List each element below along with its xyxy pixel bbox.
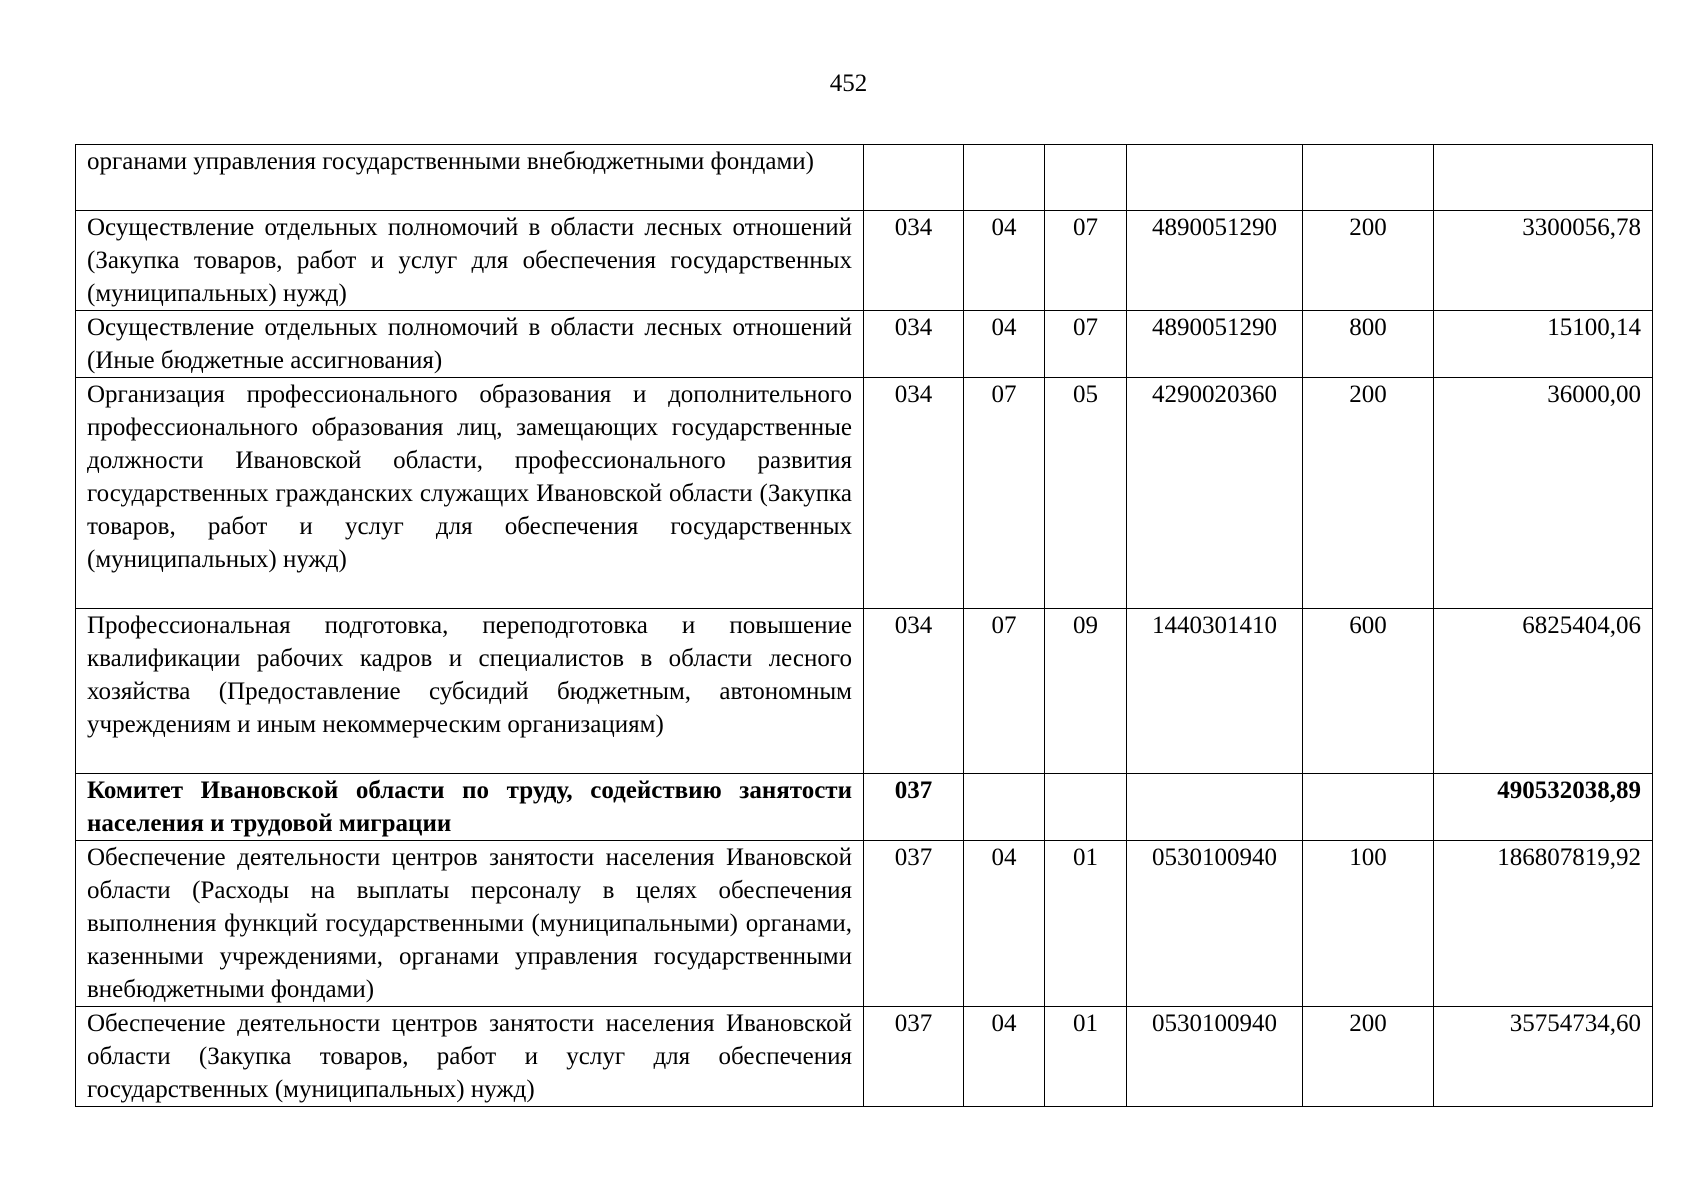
expense-type-code: 200	[1303, 378, 1434, 609]
subsection-code	[1045, 145, 1127, 211]
amount: 3300056,78	[1434, 211, 1653, 311]
section-code: 07	[964, 609, 1045, 774]
ministry-code: 034	[864, 311, 964, 378]
target-article-code: 0530100940	[1127, 841, 1303, 1007]
expense-type-code: 200	[1303, 1007, 1434, 1107]
row-description: Комитет Ивановской области по труду, содействию занятости населения и трудовой миграции	[76, 774, 864, 841]
table-row	[76, 841, 1653, 1007]
subsection-code: 01	[1045, 1007, 1127, 1107]
expense-type-code: 200	[1303, 211, 1434, 311]
section-code: 04	[964, 1007, 1045, 1107]
amount	[1434, 145, 1653, 211]
section-code: 07	[964, 378, 1045, 609]
subsection-code: 09	[1045, 609, 1127, 774]
table-row	[76, 1007, 1653, 1107]
subsection-code: 07	[1045, 311, 1127, 378]
amount: 6825404,06	[1434, 609, 1653, 774]
row-description: органами управления государственными внебюджетными фондами)	[76, 145, 864, 211]
section-code	[964, 774, 1045, 841]
section-code: 04	[964, 311, 1045, 378]
amount: 36000,00	[1434, 378, 1653, 609]
target-article-code: 4290020360	[1127, 378, 1303, 609]
row-description: Осуществление отдельных полномочий в области лесных отношений (Закупка товаров, работ и услуг для обеспечения государственных (муниципальных) нужд)	[76, 211, 864, 311]
amount: 35754734,60	[1434, 1007, 1653, 1107]
row-description: Организация профессионального образования и дополнительного профессионального образования лиц, замещающих государственные должности Ивановской области, профессионального развития государственных гражданских служащих Ивановской области (Закупка товаров, работ и услуг для обеспечения государственных (муниципальных) нужд)	[76, 378, 864, 609]
row-description: Осуществление отдельных полномочий в области лесных отношений (Иные бюджетные ассигнования)	[76, 311, 864, 378]
table-row	[76, 311, 1653, 378]
target-article-code: 4890051290	[1127, 311, 1303, 378]
ministry-code: 037	[864, 841, 964, 1007]
subsection-code: 01	[1045, 841, 1127, 1007]
row-description: Профессиональная подготовка, переподготовка и повышение квалификации рабочих кадров и специалистов в области лесного хозяйства (Предоставление субсидий бюджетным, автономным учреждениям и иным некоммерческим организациям)	[76, 609, 864, 774]
section-code: 04	[964, 211, 1045, 311]
table-row	[76, 378, 1653, 609]
ministry-code: 034	[864, 211, 964, 311]
expense-type-code: 600	[1303, 609, 1434, 774]
table-row	[76, 145, 1653, 211]
table-row	[76, 609, 1653, 774]
expense-type-code: 100	[1303, 841, 1434, 1007]
expense-type-code: 800	[1303, 311, 1434, 378]
subsection-code: 07	[1045, 211, 1127, 311]
target-article-code: 0530100940	[1127, 1007, 1303, 1107]
ministry-code	[864, 145, 964, 211]
amount: 186807819,92	[1434, 841, 1653, 1007]
budget-table	[75, 144, 1653, 1107]
expense-type-code	[1303, 145, 1434, 211]
row-description: Обеспечение деятельности центров занятости населения Ивановской области (Расходы на выплаты персоналу в целях обеспечения выполнения функций государственными (муниципальными) органами, казенными учреждениями, органами управления государственными внебюджетными фондами)	[76, 841, 864, 1007]
ministry-code: 034	[864, 609, 964, 774]
subsection-code	[1045, 774, 1127, 841]
target-article-code: 4890051290	[1127, 211, 1303, 311]
ministry-code: 037	[864, 774, 964, 841]
ministry-code: 034	[864, 378, 964, 609]
ministry-code: 037	[864, 1007, 964, 1107]
table-row	[76, 211, 1653, 311]
subsection-code: 05	[1045, 378, 1127, 609]
expense-type-code	[1303, 774, 1434, 841]
row-description: Обеспечение деятельности центров занятости населения Ивановской области (Закупка товаров, работ и услуг для обеспечения государственных (муниципальных) нужд)	[76, 1007, 864, 1107]
target-article-code: 1440301410	[1127, 609, 1303, 774]
section-code	[964, 145, 1045, 211]
amount: 15100,14	[1434, 311, 1653, 378]
amount: 490532038,89	[1434, 774, 1653, 841]
table-row	[76, 774, 1653, 841]
target-article-code	[1127, 145, 1303, 211]
section-code: 04	[964, 841, 1045, 1007]
page-number: 452	[829, 70, 868, 97]
target-article-code	[1127, 774, 1303, 841]
